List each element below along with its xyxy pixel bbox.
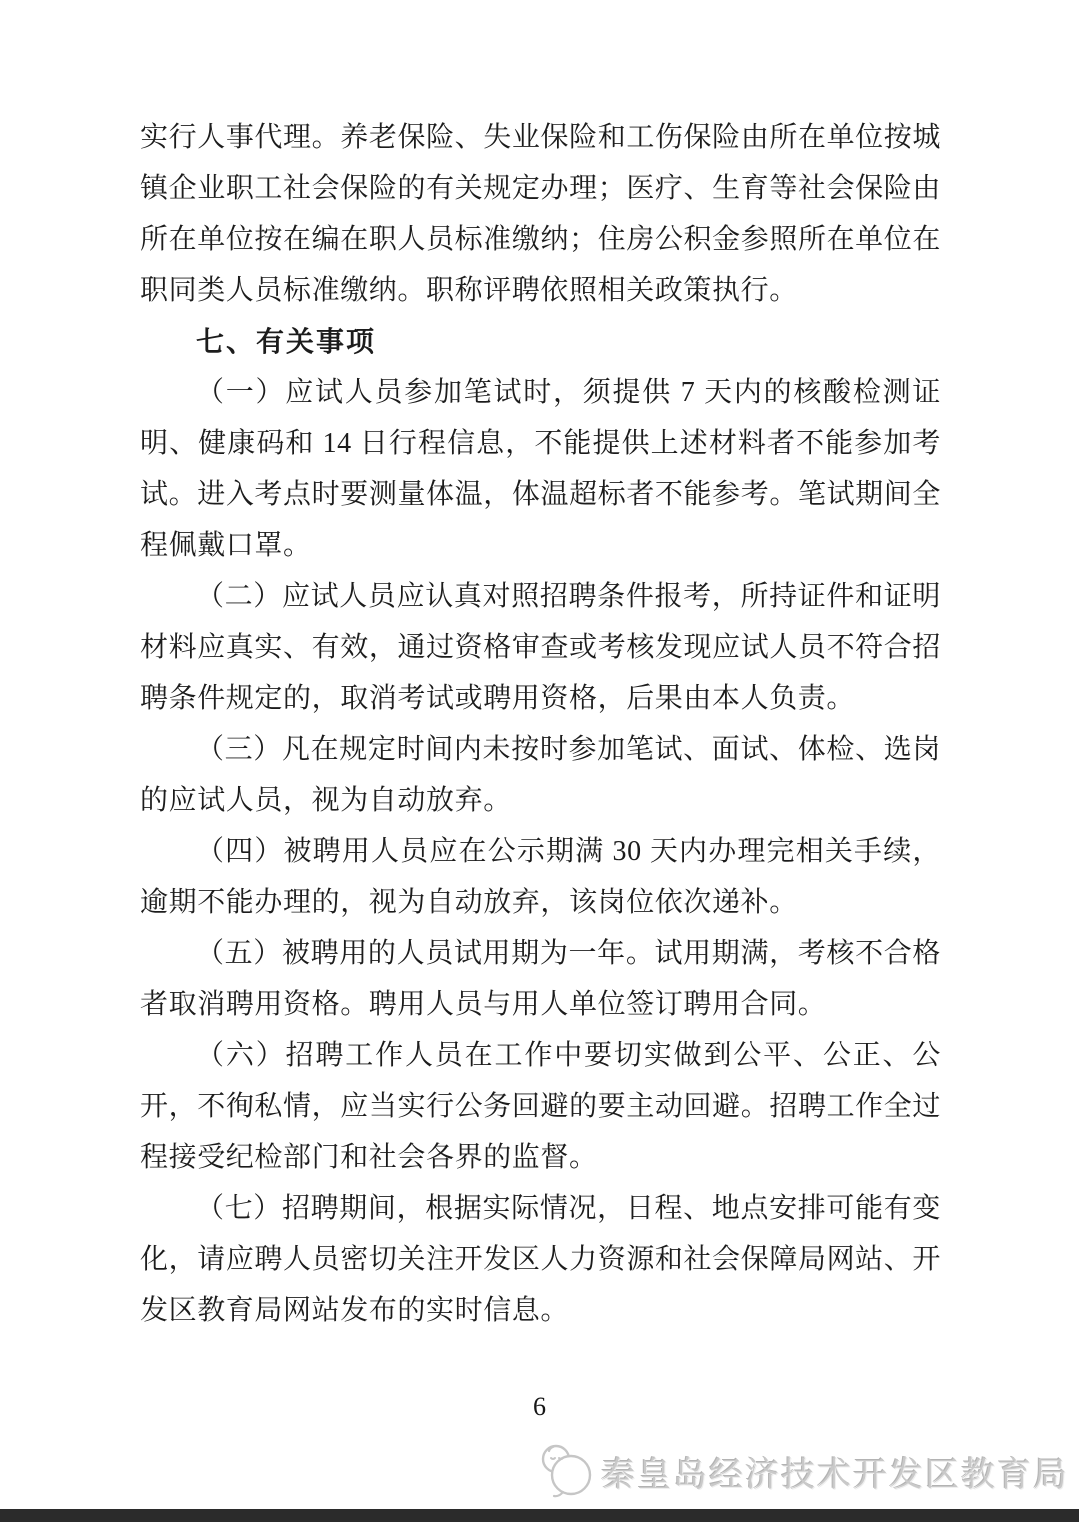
paragraph-item-6-fairness-supervision: （六）招聘工作人员在工作中要切实做到公平、公正、公开，不徇私情，应当实行公务回避的要主动回避。招聘工作全过程接受纪检部门和社会各界的监督。: [140, 1040, 941, 1173]
paragraph-item-3-missed-exam-waiver: （三）凡在规定时间内未按时参加笔试、面试、体检、选岗的应试人员，视为自动放弃。: [140, 734, 941, 816]
section-heading-related-matters: 七、有关事项: [196, 326, 377, 357]
paragraph-item-4-formalities-deadline: （四）被聘用人员应在公示期满 30 天内办理完相关手续，逾期不能办理的，视为自动放弃，该岗位依次递补。: [140, 836, 941, 918]
watermark-label: 秦皇岛经济技术开发区教育局: [601, 1455, 1069, 1494]
watermark: [539, 1442, 1069, 1500]
paragraph-item-5-probation-period: （五）被聘用的人员试用期为一年。试用期满，考核不合格者取消聘用资格。聘用人员与用人单位签订聘用合同。: [140, 938, 941, 1020]
paragraph-continued-social-insurance: 实行人事代理。养老保险、失业保险和工伤保险由所在单位按城镇企业职工社会保险的有关规定办理；医疗、生育等社会保险由所在单位按在编在职人员标准缴纳；住房公积金参照所在单位在职同类人员标准缴纳。职称评聘依照相关政策执行。: [140, 122, 941, 306]
mascot-logo-icon: [539, 1442, 595, 1500]
page-number: 6: [533, 1392, 546, 1421]
paragraph-item-1-covid-requirements: （一）应试人员参加笔试时，须提供 7 天内的核酸检测证明、健康码和 14 日行程信息，不能提供上述材料者不能参加考试。进入考点时要测量体温，体温超标者不能参考。笔试期间全程佩戴口罩。: [140, 377, 941, 561]
bottom-bar: [0, 1509, 1079, 1522]
paragraph-item-7-schedule-changes: （七）招聘期间，根据实际情况，日程、地点安排可能有变化，请应聘人员密切关注开发区人力资源和社会保障局网站、开发区教育局网站发布的实时信息。: [140, 1193, 941, 1326]
page-body-text: [140, 112, 941, 1336]
paragraph-item-2-credential-validity: （二）应试人员应认真对照招聘条件报考，所持证件和证明材料应真实、有效，通过资格审查或考核发现应试人员不符合招聘条件规定的，取消考试或聘用资格，后果由本人负责。: [140, 581, 941, 714]
